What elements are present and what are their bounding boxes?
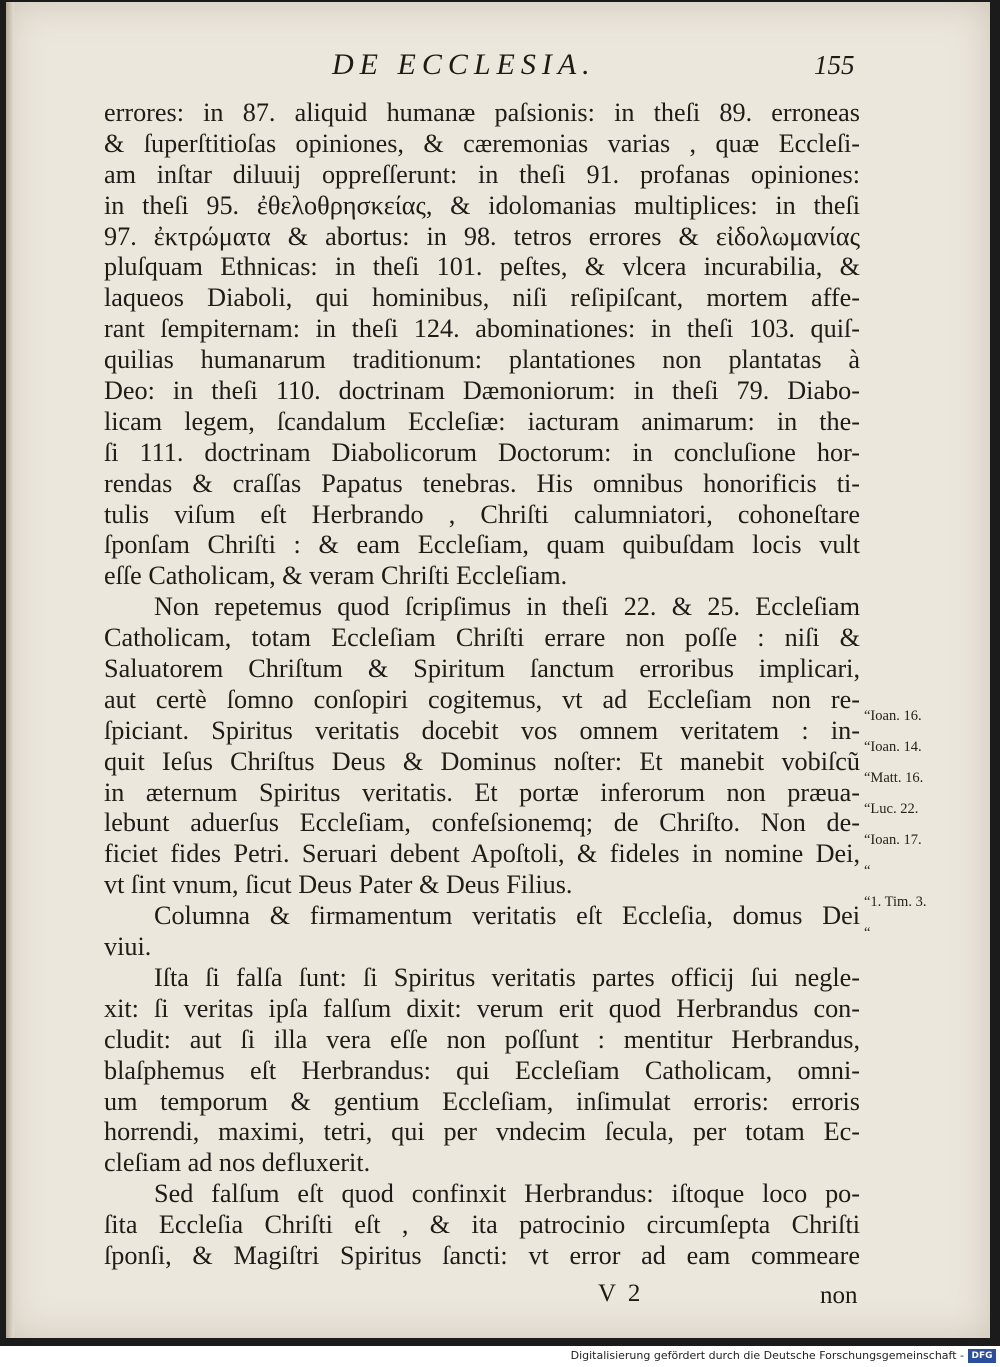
text-line: Catholicam, totam Eccleſiam Chriſti errare non poſſe : niſi & <box>104 623 860 653</box>
margin-note: “Ioan. 16. <box>864 708 922 724</box>
margin-note: “1. Tim. 3. <box>864 894 927 910</box>
page-footer <box>6 1280 990 1320</box>
text-line: rant ſempiternam: in theſi 124. abominationes: in theſi 103. quiſ- <box>104 314 860 344</box>
text-line: ſpiciant. Spiritus veritatis docebit vos omnem veritatem : in- <box>104 715 860 745</box>
text-line: in æternum Spiritus veritatis. Et portæ inferorum non præua- <box>104 777 860 807</box>
text-line: tulis viſum eſt Herbrando , Chriſti calumniatori, cohoneſtare <box>104 499 860 529</box>
text-line: cleſiam ad nos defluxerit. <box>104 1148 371 1178</box>
text-line: ſi 111. doctrinam Diabolicorum Doctorum: in concluſione hor- <box>104 437 860 467</box>
text-line: eſſe Catholicam, & veram Chriſti Eccleſiam. <box>104 561 568 591</box>
text-line: ſita Eccleſia Chriſti eſt , & ita patrocinio circumſepta Chriſti <box>104 1210 860 1240</box>
margin-note: “ <box>864 863 871 879</box>
text-line: ficiet fides Petri. Seruari debent Apoſtoli, & fideles in nomine Dei, <box>104 839 860 869</box>
text-line: lebunt aduerſus Eccleſiam, confeſsionemq; de Chriſto. Non de- <box>104 808 860 838</box>
text-line: Non repetemus quod ſcripſimus in theſi 22. & 25. Eccleſiam <box>154 592 860 622</box>
signature-mark: V 2 <box>598 1280 644 1307</box>
text-line: am inſtar diluuij oppreſſerunt: in theſi 91. profanas opiniones: <box>104 159 860 189</box>
book-page <box>6 2 990 1338</box>
text-line: quilias humanarum traditionum: plantationes non plantatas à <box>104 345 860 375</box>
text-line: um temporum & gentium Eccleſiam, inſimulat erroris: erroris <box>104 1086 860 1116</box>
page-number: 155 <box>814 50 855 80</box>
text-line: pluſquam Ethnicas: in theſi 101. peſtes, & vlcera incurabilia, & <box>104 252 860 282</box>
text-line: laqueos Diaboli, qui hominibus, niſi reſipiſcant, mortem affe- <box>104 283 860 313</box>
text-line: licam legem, ſcandalum Eccleſiæ: iacturam animarum: in the- <box>104 406 860 436</box>
text-line: xit: ſi veritas ipſa falſum dixit: verum erit quod Herbrandus con- <box>104 993 860 1023</box>
running-title: DE ECCLESIA. <box>332 48 596 81</box>
text-line: aut certè ſomno conſopiri cogitemus, vt ad Eccleſiam non re- <box>104 684 860 714</box>
dfg-logo-icon: DFG <box>968 1349 996 1363</box>
text-line: ſponſam Chriſti : & eam Eccleſiam, quam quibuſdam locis vult <box>104 530 860 560</box>
text-line: horrendi, maximi, tetri, qui per vndecim ſecula, per totam Ec- <box>104 1117 860 1147</box>
text-line: errores: in 87. aliquid humanæ paſsionis: in theſi 89. erroneas <box>104 98 860 127</box>
margin-note: “Matt. 16. <box>864 770 924 786</box>
text-line: 97. ἐκτρώματα & abortus: in 98. tetros errores & εἰδολωμανίας <box>104 221 860 251</box>
text-line: Iſta ſi falſa ſunt: ſi Spiritus veritatis partes officij ſui negle- <box>154 962 860 992</box>
text-line: cludit: aut ſi illa vera eſſe non poſſunt : mentitur Herbrandus, <box>104 1024 860 1054</box>
text-line: rendas & craſſas Papatus tenebras. His omnibus honorificis ti- <box>104 468 860 498</box>
text-line: Saluatorem Chriſtum & Spiritum ſanctum erroribus implicari, <box>104 654 860 684</box>
digitization-notice: Digitalisierung gefördert durch die Deutsche Forschungsgemeinschaft - <box>570 1349 964 1362</box>
digitization-banner <box>0 1346 1000 1367</box>
text-line: Columna & firmamentum veritatis eſt Eccleſia, domus Dei <box>154 901 860 931</box>
text-line: vt ſint vnum, ſicut Deus Pater & Deus Filius. <box>104 870 573 900</box>
body-text <box>104 98 860 1272</box>
page-gutter-shadow <box>6 2 14 1338</box>
text-line: & ſuperſtitioſas opiniones, & cæremonias varias , quæ Eccleſi- <box>104 128 860 158</box>
text-line: quit Ieſus Chriſtus Deus & Dominus noſter: Et manebit vobiſcũ <box>104 746 860 776</box>
text-line: Sed falſum eſt quod confinxit Herbrandus: iſtoque loco po- <box>154 1179 860 1209</box>
margin-note: “Ioan. 17. <box>864 832 922 848</box>
text-line: blaſphemus eſt Herbrandus: qui Eccleſiam Catholicam, omni- <box>104 1055 860 1085</box>
catchword: non <box>820 1282 858 1309</box>
text-line: ſponſi, & Magiſtri Spiritus ſancti: vt error ad eam commeare <box>104 1240 860 1270</box>
text-line: Deo: in theſi 110. doctrinam Dæmoniorum: in theſi 79. Diabo- <box>104 376 860 406</box>
margin-note: “Luc. 22. <box>864 801 919 817</box>
page-header <box>6 48 990 88</box>
text-line: viui. <box>104 932 152 962</box>
text-line: in theſi 95. ἐθελοθρησκείας, & idolomanias multiplices: in theſi <box>104 190 860 220</box>
margin-note: “Ioan. 14. <box>864 739 922 755</box>
margin-note: “ <box>864 925 871 941</box>
